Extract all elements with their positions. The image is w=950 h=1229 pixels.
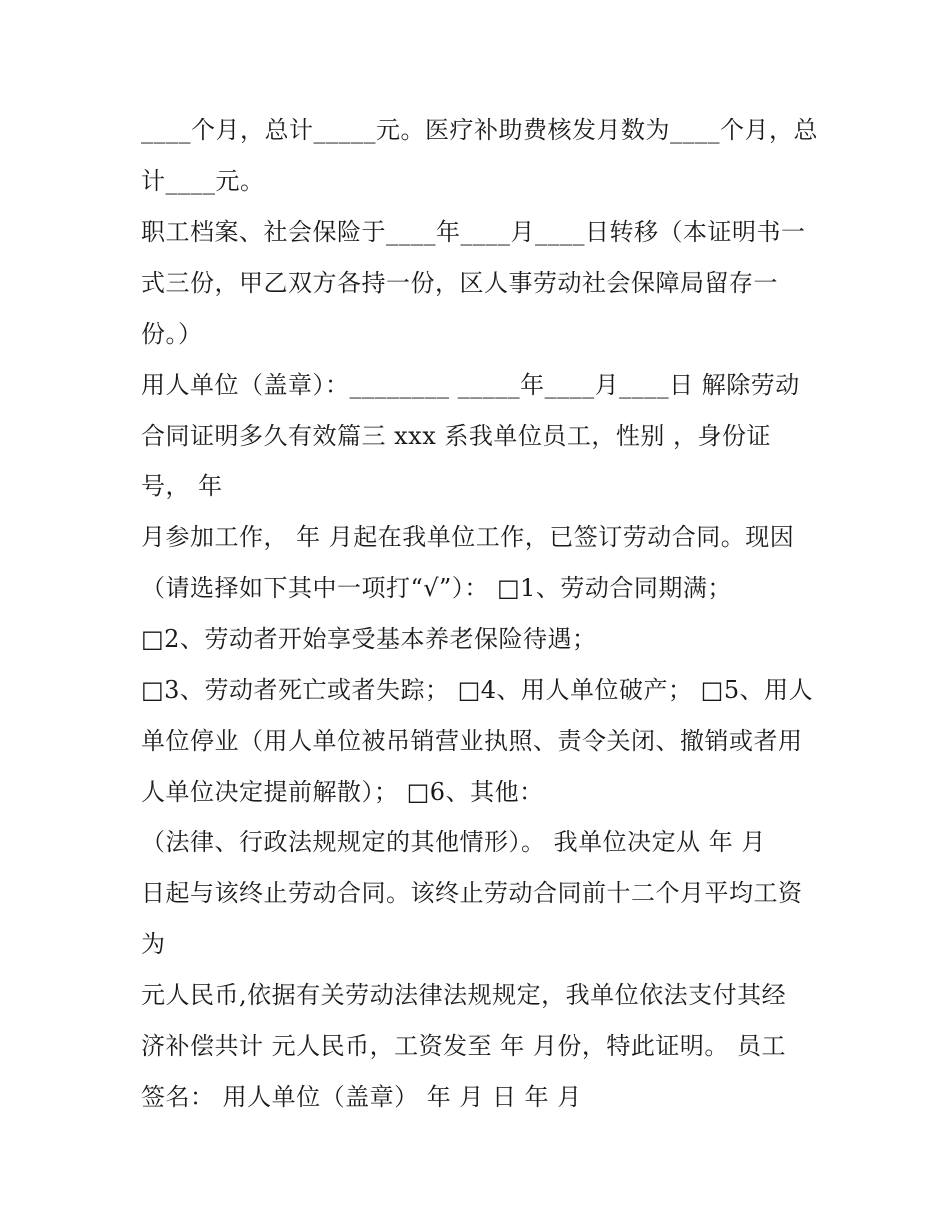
text-line: （法律、行政法规规定的其他情形）。 我单位决定从 年 月	[141, 828, 766, 856]
text-line: （请选择如下其中一项打“√”）： □1、劳动合同期满；	[141, 574, 732, 602]
text-line: □3、劳动者死亡或者失踪； □4、用人单位破产； □5、用人	[141, 676, 814, 704]
text-line: 号， 年	[141, 472, 223, 500]
text-line: 职工档案、社会保险于____年____月____日转移（本证明书一	[141, 218, 806, 246]
text-line: 签名： 用人单位（盖章） 年 月 日 年 月	[141, 1083, 582, 1111]
text-line: 合同证明多久有效篇三 xxx 系我单位员工，性别 ，身份证	[141, 422, 771, 450]
text-line: 计____元。	[141, 167, 265, 195]
text-line: 份。）	[141, 320, 203, 348]
text-line: 用人单位（盖章）：________ _____年____月____日 解除劳动	[141, 371, 800, 399]
text-line: ____个月，总计_____元。医疗补助费核发月数为____个月，总	[141, 116, 818, 144]
text-line: 日起与该终止劳动合同。该终止劳动合同前十二个月平均工资	[141, 879, 803, 907]
text-line: 人单位决定提前解散）； □6、其他：	[141, 778, 544, 806]
text-line: 单位停业（用人单位被吊销营业执照、责令关闭、撤销或者用	[141, 727, 803, 755]
text-line: 式三份，甲乙双方各持一份，区人事劳动社会保障局留存一	[141, 269, 778, 297]
text-line: 为	[141, 930, 166, 958]
text-line: 济补偿共计 元人民币，工资发至 年 月份，特此证明。 员工	[141, 1032, 787, 1060]
text-line: □2、劳动者开始享受基本养老保险待遇；	[141, 625, 597, 653]
text-line: 月参加工作， 年 月起在我单位工作，已签订劳动合同。现因	[141, 523, 795, 551]
text-line: 元人民币,依据有关劳动法律法规规定，我单位依法支付其经	[141, 981, 787, 1009]
